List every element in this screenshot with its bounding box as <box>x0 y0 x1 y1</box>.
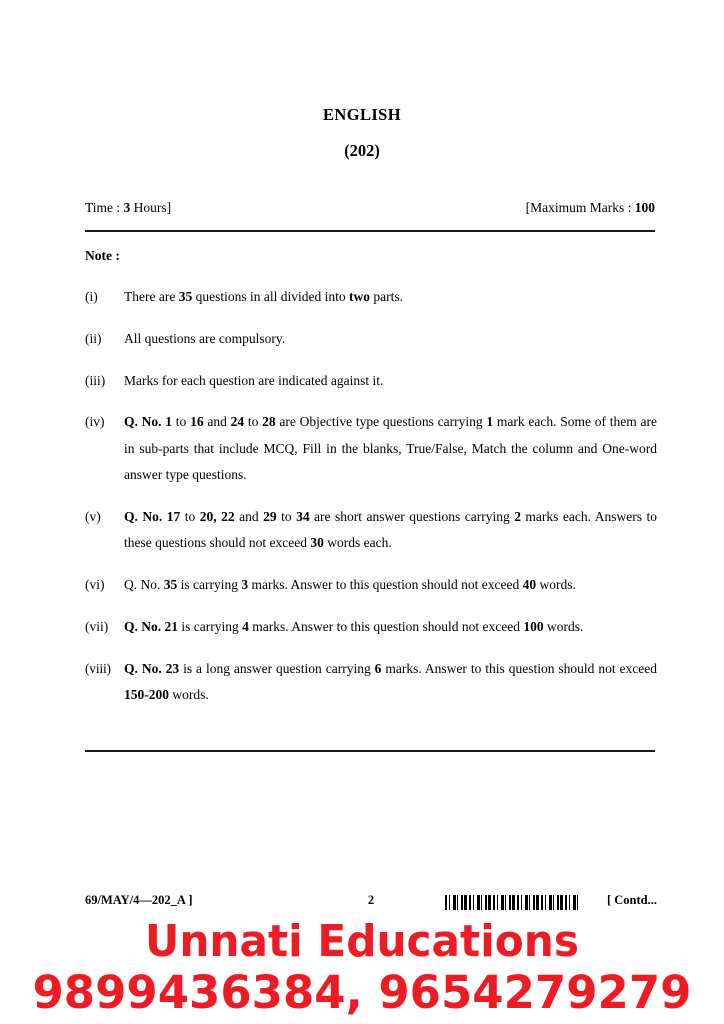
header-divider <box>85 230 655 232</box>
page-title: ENGLISH <box>323 105 401 124</box>
instruction-item <box>85 368 657 394</box>
instruction-text: Q. No. 1 to 16 and 24 to 28 are Objective type questions carrying 1 mark each. Some of them are in sub-parts that include MCQ, Fill in the blanks, True/False, Match the column and One-word answer type questions. <box>124 414 657 483</box>
instruction-item <box>85 326 657 352</box>
time-value: 3 <box>123 200 131 215</box>
overlay-phone-numbers: 9899436384, 9654279279 <box>32 966 692 1019</box>
instruction-marker: (iv) <box>85 414 105 430</box>
footer-divider <box>85 750 655 752</box>
paper-code: 69/MAY/4—202_A ] <box>85 893 193 907</box>
instructions-list <box>85 284 657 708</box>
instruction-marker: (viii) <box>85 660 111 676</box>
instruction-text: There are 35 questions in all divided into two parts. <box>124 289 403 304</box>
page-footer <box>85 893 657 913</box>
instruction-text: Q. No. 35 is carrying 3 marks. Answer to this question should not exceed 40 words. <box>124 577 576 592</box>
instruction-marker: (ii) <box>85 330 102 346</box>
barcode-icon <box>445 895 579 910</box>
instruction-item <box>85 572 657 598</box>
instruction-marker: (v) <box>85 508 101 524</box>
continuation-label: [ Contd... <box>606 893 657 907</box>
instruction-item <box>85 409 657 488</box>
instruction-text: Q. No. 17 to 20, 22 and 29 to 34 are short answer questions carrying 2 marks each. Answers to these questions should not exceed 30 words each. <box>124 508 657 551</box>
instruction-marker: (vii) <box>85 618 109 634</box>
subject-code: (202) <box>344 141 380 160</box>
instruction-marker: (i) <box>85 289 98 304</box>
page-number: 2 <box>367 893 375 907</box>
note-heading: Note : <box>85 248 120 263</box>
instruction-text: Q. No. 21 is carrying 4 marks. Answer to this question should not exceed 100 words. <box>124 618 584 634</box>
instruction-item <box>85 656 657 709</box>
instruction-marker: (iii) <box>85 372 106 388</box>
instruction-text: Marks for each question are indicated against it. <box>124 372 384 388</box>
time-label: Time : <box>85 200 124 215</box>
instruction-text: Q. No. 23 is a long answer question carrying 6 marks. Answer to this question should not exceed 150-200 words. <box>124 660 658 702</box>
time-allowed <box>85 200 171 216</box>
marks-value: 100 <box>634 200 655 215</box>
maximum-marks <box>526 200 655 216</box>
instruction-item <box>85 284 657 310</box>
exam-meta-row <box>85 200 655 216</box>
instruction-marker: (vi) <box>85 577 105 592</box>
instruction-text: All questions are compulsory. <box>124 330 286 346</box>
instruction-item <box>85 504 657 557</box>
instruction-item <box>85 614 657 640</box>
overlay-institute-name: Unnati Educations <box>145 916 579 967</box>
time-unit: Hours] <box>130 200 172 215</box>
marks-label: [Maximum Marks : <box>525 200 635 215</box>
